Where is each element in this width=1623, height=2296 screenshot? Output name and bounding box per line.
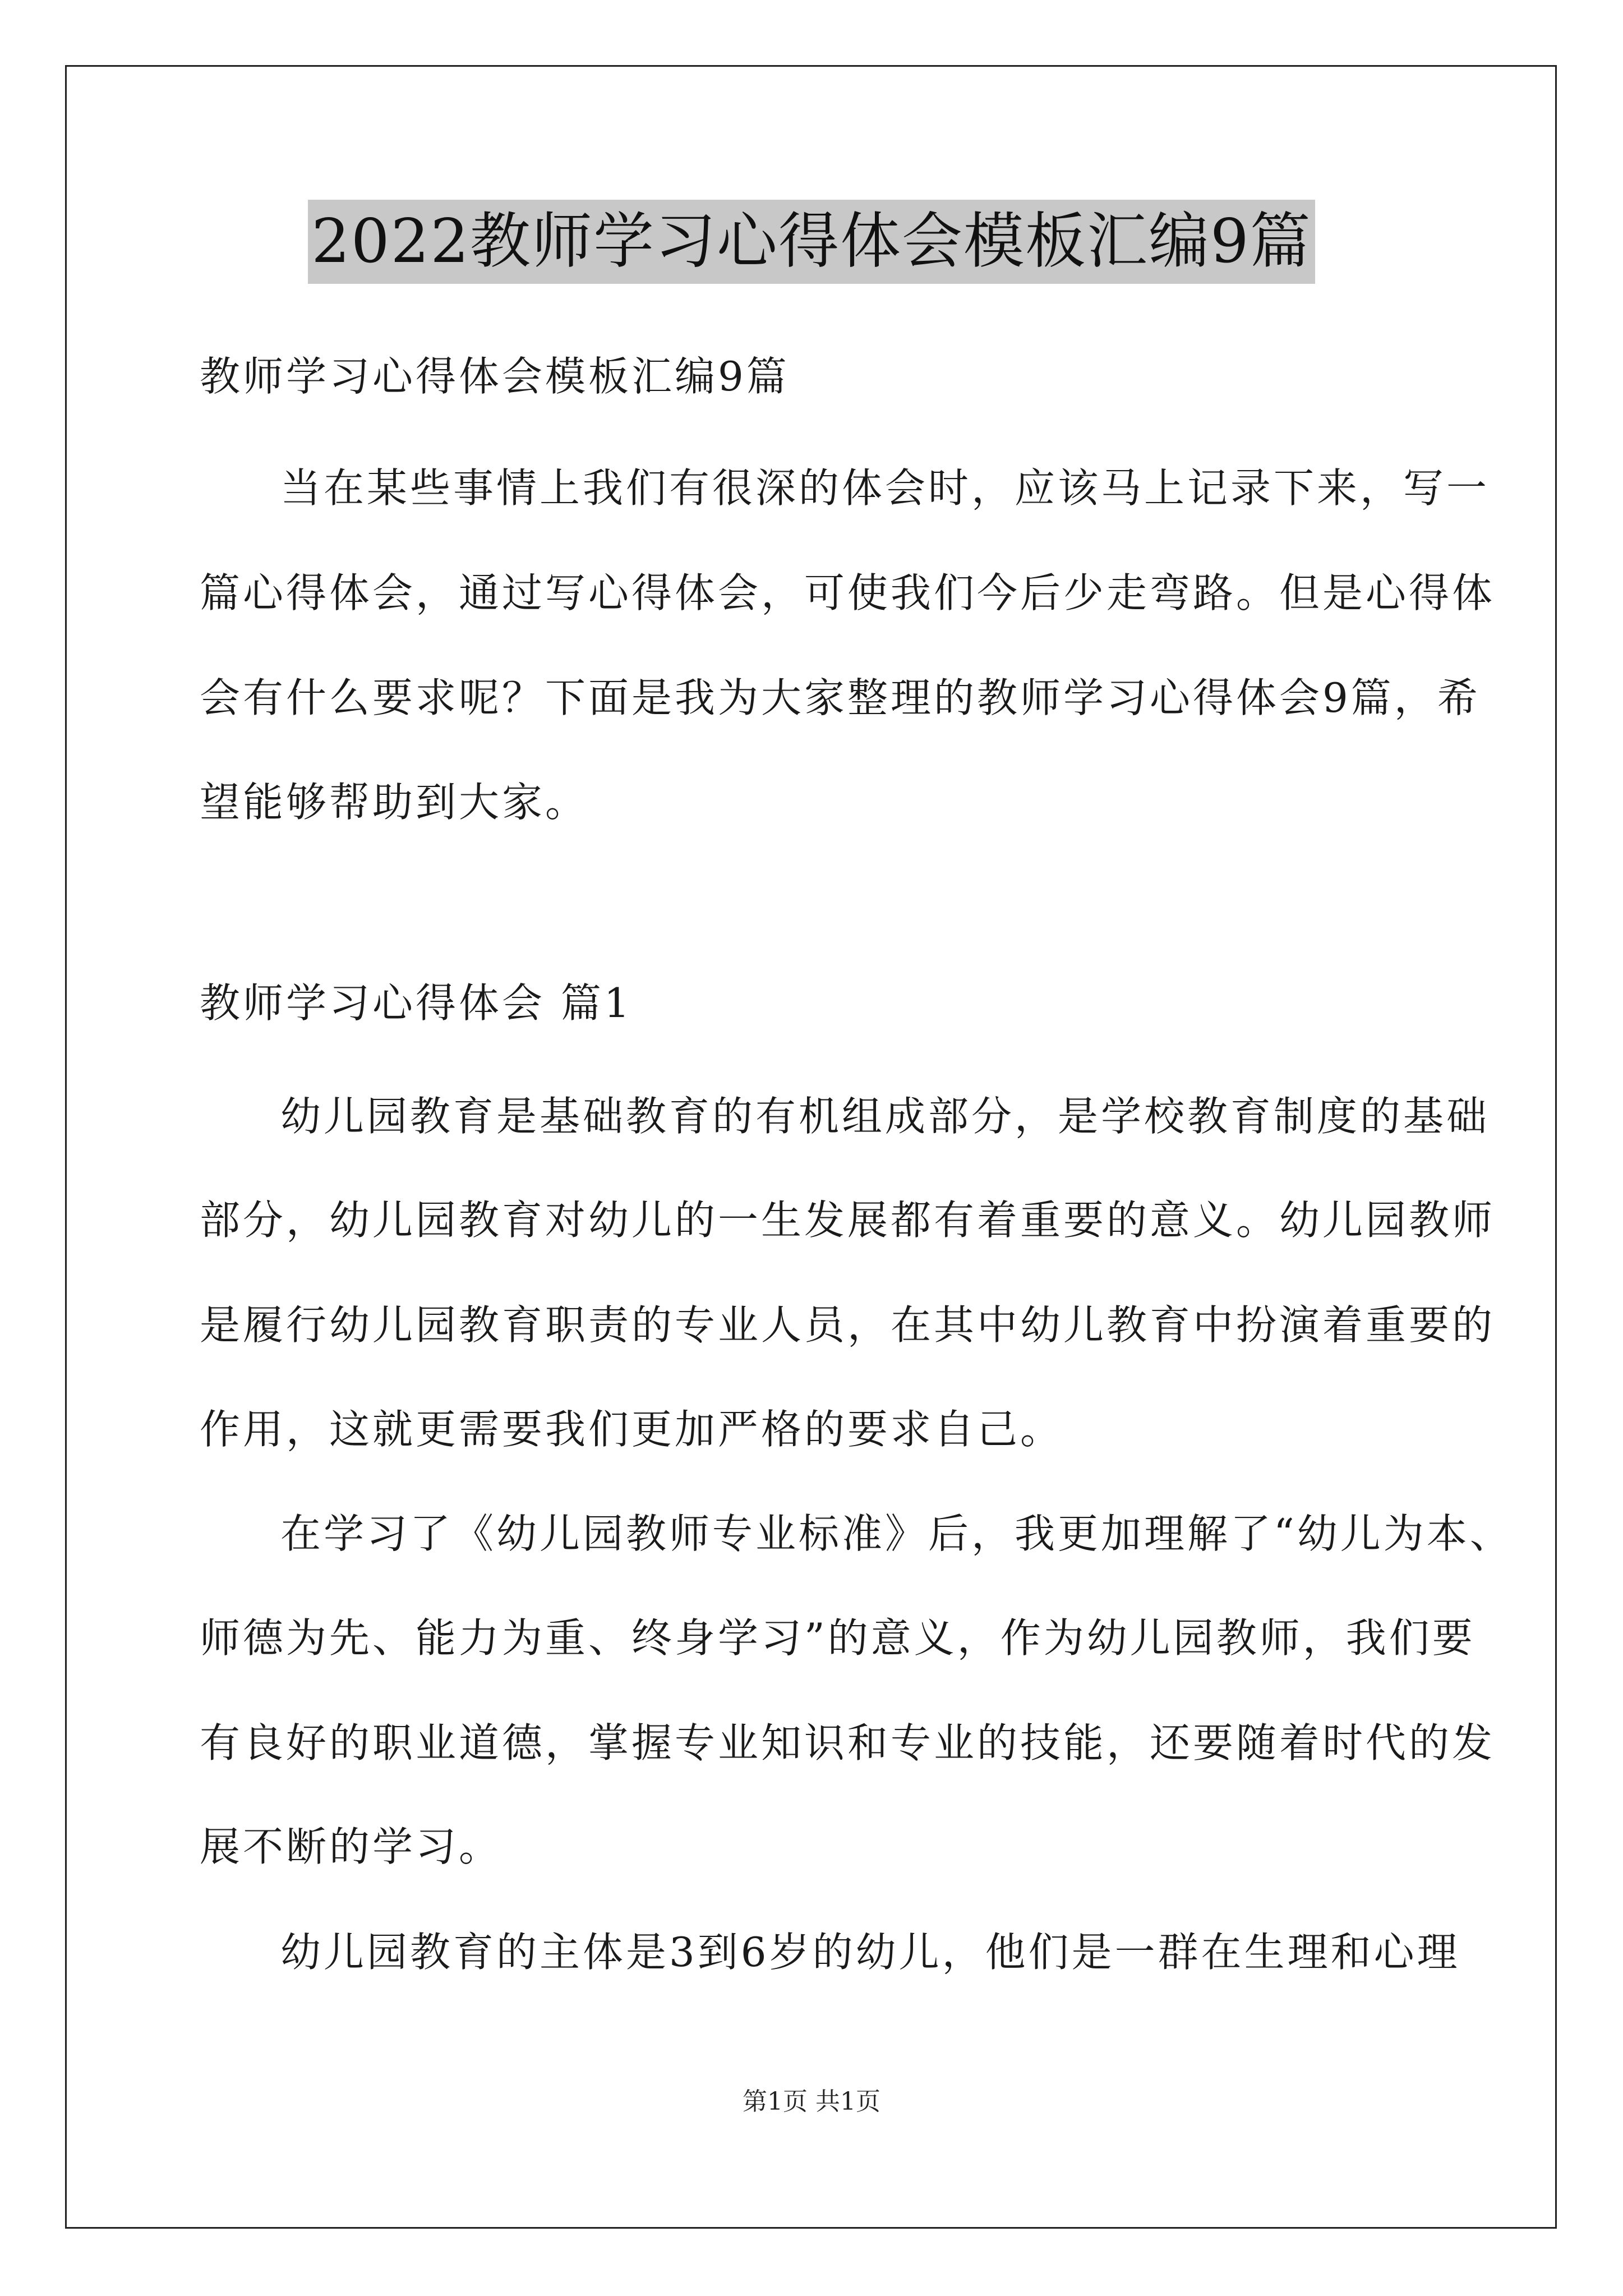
para1-line-1: 幼儿园教育是基础教育的有机组成部分，是学校教育制度的基础 <box>280 1093 1490 1140</box>
para2-line-2: 师德为先、能力为重、终身学习”的意义，作为幼儿园教师，我们要 <box>200 1614 1476 1662</box>
title-wrap <box>0 200 1623 284</box>
para2-line-3: 有良好的职业道德，掌握专业知识和专业的技能，还要随着时代的发 <box>200 1719 1496 1766</box>
intro-line-4: 望能够帮助到大家。 <box>200 779 589 826</box>
intro-line-1: 当在某些事情上我们有很深的体会时，应该马上记录下来，写一 <box>280 464 1490 512</box>
para3-line-1: 幼儿园教育的主体是3到6岁的幼儿，他们是一群在生理和心理 <box>280 1929 1460 1976</box>
para1-line-4: 作用，这就更需要我们更加严格的要求自己。 <box>200 1406 1064 1453</box>
document-title: 2022教师学习心得体会模板汇编9篇 <box>308 200 1315 284</box>
para2-line-4: 展不断的学习。 <box>200 1823 502 1870</box>
para2-line-1: 在学习了《幼儿园教师专业标准》后，我更加理解了“幼儿为本、 <box>280 1510 1513 1557</box>
intro-line-2: 篇心得体会，通过写心得体会，可使我们今后少走弯路。但是心得体 <box>200 569 1496 616</box>
para1-line-2: 部分，幼儿园教育对幼儿的一生发展都有着重要的意义。幼儿园教师 <box>200 1197 1496 1244</box>
page-footer: 第1页 共1页 <box>743 2087 880 2116</box>
intro-line-3: 会有什么要求呢？下面是我为大家整理的教师学习心得体会9篇，希 <box>200 674 1481 721</box>
para1-line-3: 是履行幼儿园教育职责的专业人员，在其中幼儿教育中扮演着重要的 <box>200 1301 1496 1349</box>
document-subtitle: 教师学习心得体会模板汇编9篇 <box>200 353 790 400</box>
section-heading: 教师学习心得体会 篇1 <box>200 979 633 1027</box>
